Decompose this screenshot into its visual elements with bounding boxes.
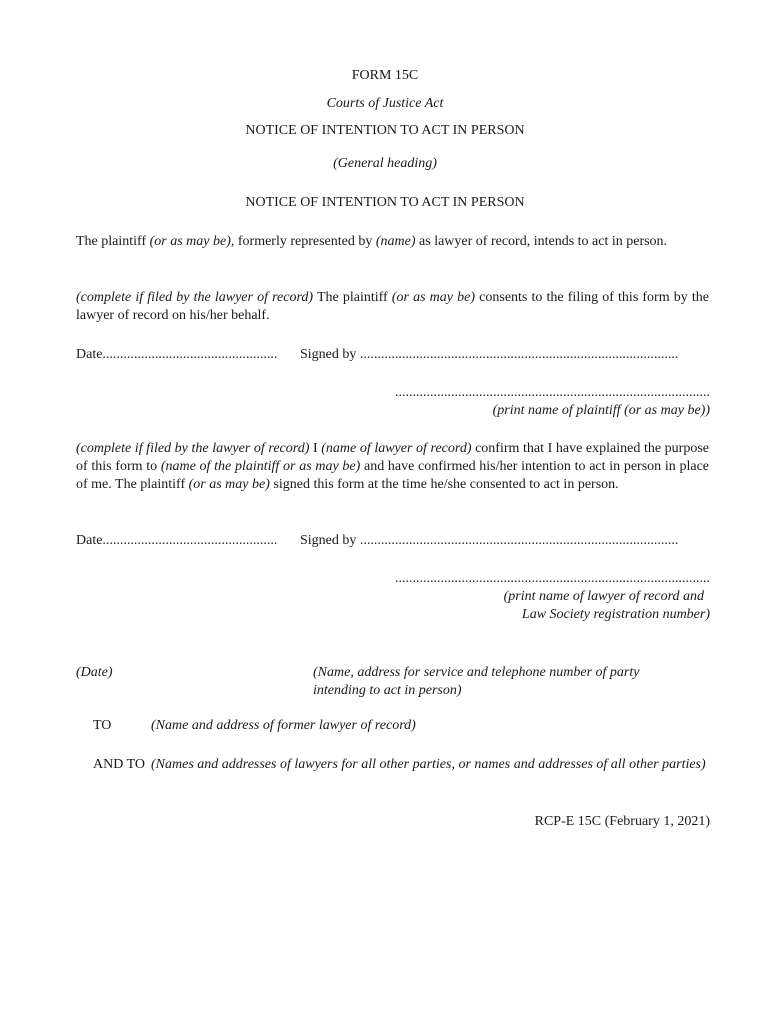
- print-name-caption-2b: Law Society registration number): [521, 607, 710, 622]
- paragraph-lawyer-confirmation: (complete if filed by the lawyer of record) I (name of lawyer of record) confirm that I have explained the purpose of this form to (name of the plaintiff or as may be) and have confirmed his/her intention to act in person in place of me. The plaintiff (or as may be) signed this form at the time he/she consented to act in person.: [76, 441, 710, 492]
- and-to-label: AND TO: [93, 757, 145, 772]
- print-name-caption-2a: (print name of lawyer of record and: [503, 589, 704, 604]
- paragraph-consent: (complete if filed by the lawyer of record) The plaintiff (or as may be) consents to the filing of this form by the lawyer of record on his/her behalf.: [76, 290, 709, 323]
- to-label: TO: [93, 718, 112, 733]
- date-placeholder: (Date): [76, 665, 113, 680]
- paragraph-intention: The plaintiff (or as may be), formerly represented by (name) as lawyer of record, intends to act in person.: [76, 234, 668, 249]
- date-line-1: Date..................................................: [76, 347, 278, 362]
- form-code: RCP-E 15C (February 1, 2021): [534, 814, 710, 829]
- date-line-2: Date..................................................: [76, 533, 278, 548]
- general-heading: (General heading): [333, 156, 437, 171]
- print-name-line-1: ..........................................................................................: [395, 385, 710, 400]
- and-to-value: (Names and addresses of lawyers for all other parties, or names and addresses of all other parties): [151, 757, 706, 772]
- form-number: FORM 15C: [351, 68, 419, 83]
- print-name-line-2: ..........................................................................................: [395, 571, 710, 586]
- party-info-placeholder: (Name, address for service and telephone number of party intending to act in person): [313, 665, 640, 698]
- print-name-caption-1: (print name of plaintiff (or as may be)): [492, 403, 710, 418]
- section-title: NOTICE OF INTENTION TO ACT IN PERSON: [245, 195, 525, 210]
- act-name: Courts of Justice Act: [326, 96, 444, 111]
- form-title: NOTICE OF INTENTION TO ACT IN PERSON: [245, 123, 525, 138]
- signature-line-1: Signed by ...........................................................................................: [300, 347, 679, 362]
- to-value: (Name and address of former lawyer of record): [151, 718, 416, 733]
- signature-line-2: Signed by ...........................................................................................: [300, 533, 679, 548]
